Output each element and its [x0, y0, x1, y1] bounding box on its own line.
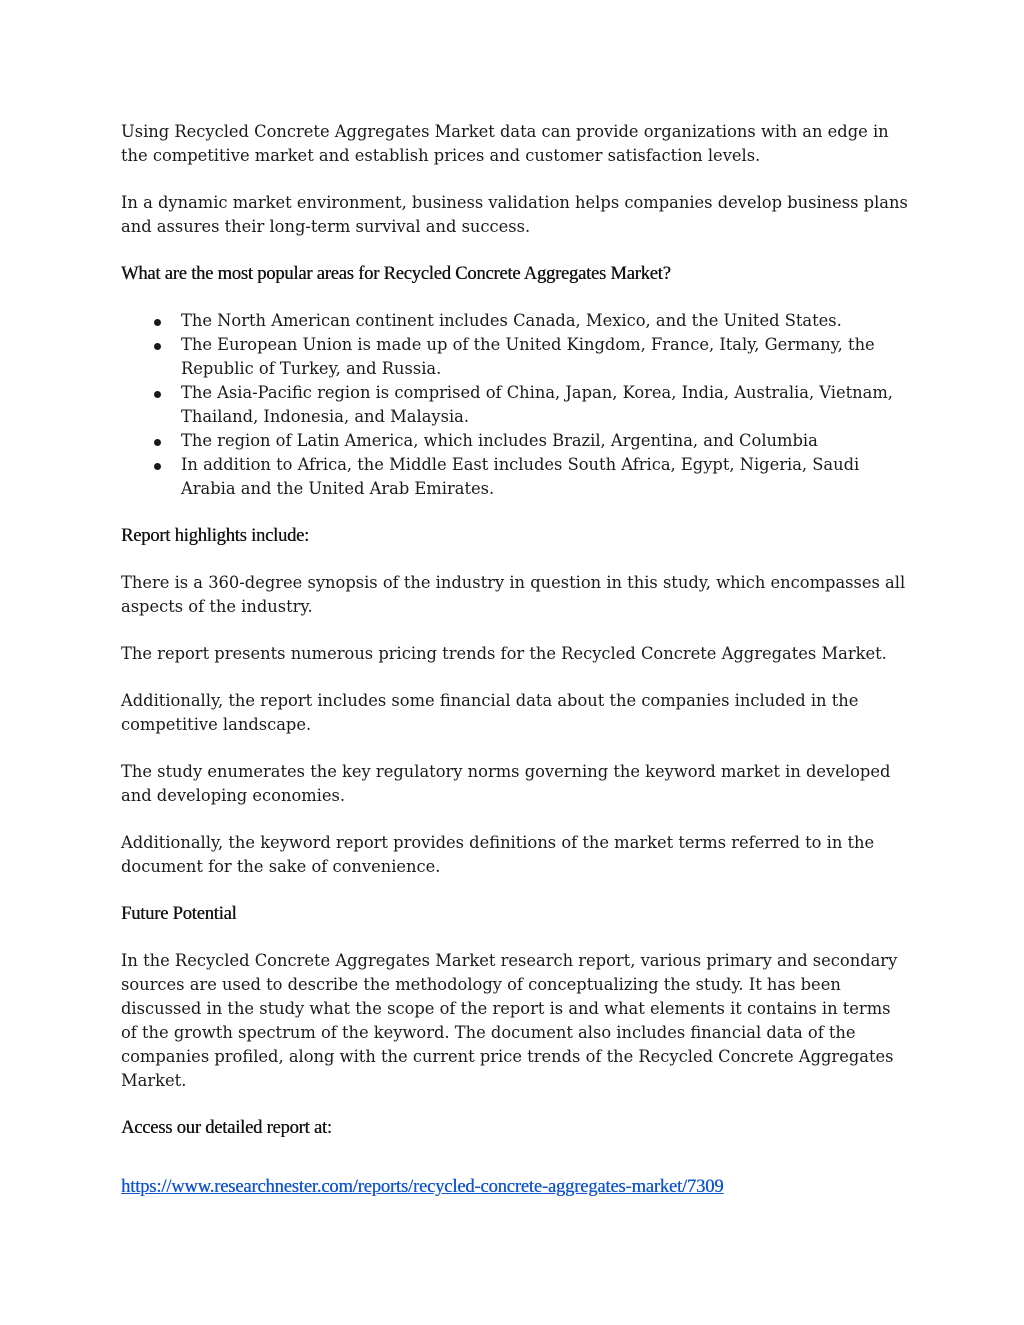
bullet-icon — [154, 319, 161, 326]
bullet-icon — [154, 463, 161, 470]
document-page — [121, 120, 911, 1199]
highlight-paragraph-1: There is a 360-degree synopsis of the industry in question in this study, which encompasses all aspects of the industry. — [121, 573, 906, 616]
list-item — [121, 333, 911, 381]
intro-paragraph-2: In a dynamic market environment, business validation helps companies develop business plans and assures their long-term survival and success. — [121, 193, 908, 236]
list-item — [121, 429, 911, 453]
highlight-paragraph-4: The study enumerates the key regulatory norms governing the keyword market in developed and developing economies. — [121, 762, 891, 805]
highlight-paragraph-5: Additionally, the keyword report provides definitions of the market terms referred to in the document for the sake of convenience. — [121, 833, 875, 876]
bullet-icon — [154, 439, 161, 446]
list-item — [121, 381, 911, 429]
highlight-paragraph-3: Additionally, the report includes some financial data about the companies included in the competitive landscape. — [121, 691, 859, 734]
highlight-paragraph-2: The report presents numerous pricing trends for the Recycled Concrete Aggregates Market. — [121, 644, 887, 663]
report-link[interactable]: https://www.researchnester.com/reports/recycled-concrete-aggregates-market/7309 — [121, 1177, 724, 1197]
regions-list — [121, 309, 911, 501]
list-item-text: The North American continent includes Canada, Mexico, and the United States. — [181, 311, 842, 330]
bullet-icon — [154, 391, 161, 398]
regions-heading: What are the most popular areas for Recycled Concrete Aggregates Market? — [121, 264, 671, 284]
intro-paragraph-1: Using Recycled Concrete Aggregates Market data can provide organizations with an edge in the competitive market and establish prices and customer satisfaction levels. — [121, 122, 889, 165]
list-item-text: The European Union is made up of the United Kingdom, France, Italy, Germany, the Republic of Turkey, and Russia. — [181, 335, 875, 378]
list-item — [121, 453, 911, 501]
list-item-text: The Asia-Pacific region is comprised of China, Japan, Korea, India, Australia, Vietnam, Thailand, Indonesia, and Malaysia. — [181, 383, 893, 426]
future-potential-heading: Future Potential — [121, 904, 237, 924]
list-item-text: In addition to Africa, the Middle East includes South Africa, Egypt, Nigeria, Saudi Arabia and the United Arab Emirates. — [181, 455, 860, 498]
list-item — [121, 309, 911, 333]
list-item-text: The region of Latin America, which includes Brazil, Argentina, and Columbia — [181, 431, 818, 450]
future-potential-paragraph: In the Recycled Concrete Aggregates Market research report, various primary and secondary sources are used to describe the methodology of conceptualizing the study. It has been discussed in the study what the scope of the report is and what elements it contains in terms of the growth spectrum of the keyword. The document also includes financial data of the companies profiled, along with the current price trends of the Recycled Concrete Aggregates Market. — [121, 951, 898, 1090]
highlights-heading: Report highlights include: — [121, 526, 310, 546]
access-report-heading: Access our detailed report at: — [121, 1118, 332, 1138]
bullet-icon — [154, 343, 161, 350]
